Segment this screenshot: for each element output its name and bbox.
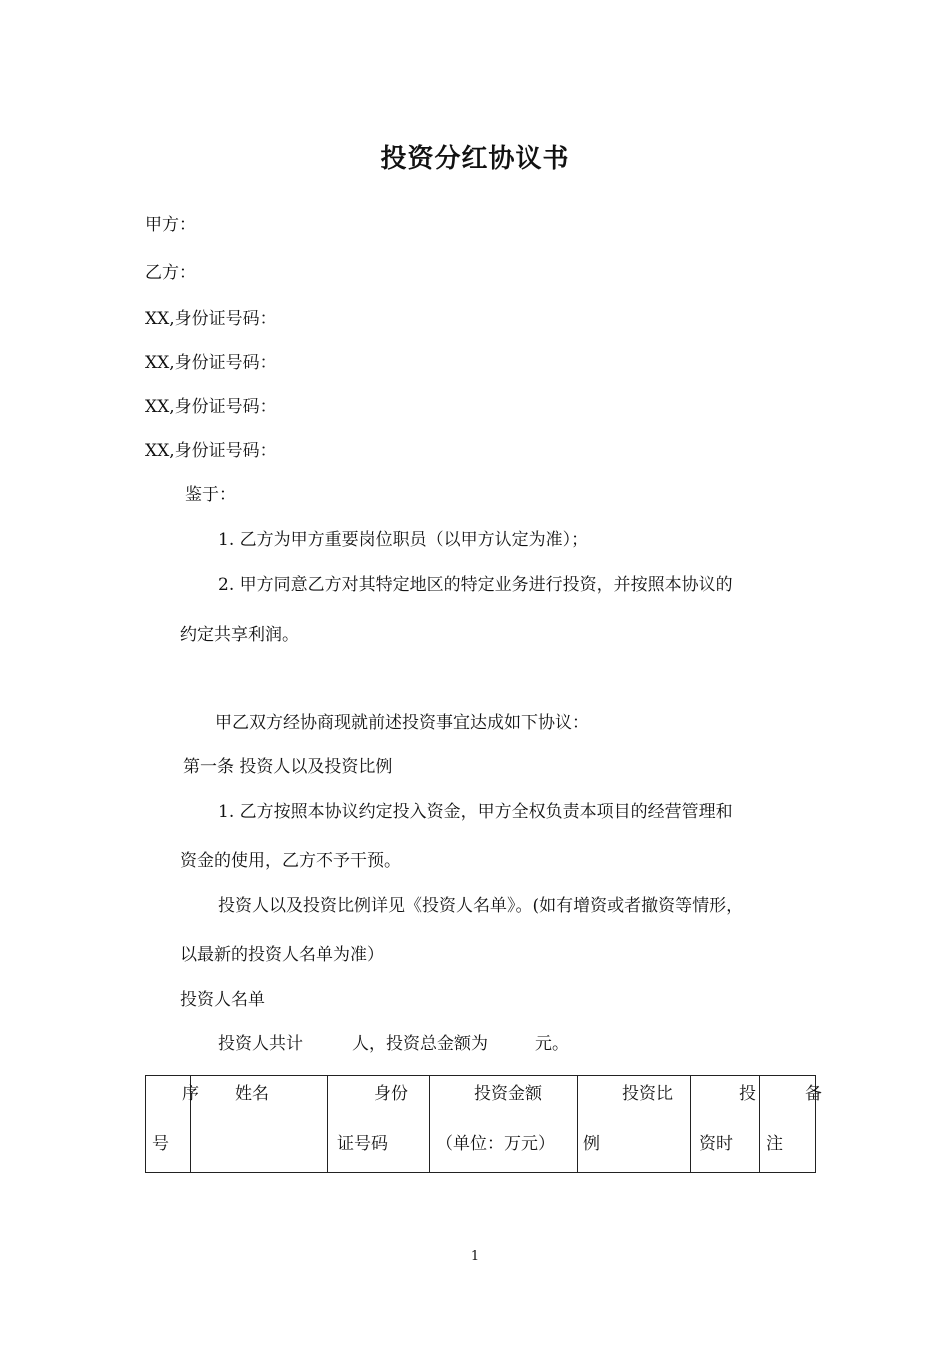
header-name: 姓名 (191, 1076, 328, 1173)
party-a-label: 甲方： (145, 215, 196, 235)
page-number: 1 (470, 1249, 480, 1264)
article-1-para-2-line-1: 投资人以及投资比例详见《投资人名单》。(如有增资或者撤资等情形， (218, 896, 744, 916)
header-id-number: 身份 证号码 (328, 1076, 430, 1173)
header-ratio: 投资比 例 (578, 1076, 691, 1173)
id-line-4: XX,身份证号码： (145, 441, 277, 461)
header-seq: 序 号 (146, 1076, 191, 1173)
document-title: 投资分红协议书 (380, 144, 570, 174)
header-invest-time: 投 资时 (691, 1076, 760, 1173)
id-line-2: XX,身份证号码： (145, 353, 277, 373)
article-1-para-1-line-1: 1. 乙方按照本协议约定投入资金，甲方全权负责本项目的经营管理和 (218, 802, 733, 822)
whereas-label: 鉴于： (185, 485, 236, 505)
article-1-para-1-line-2: 资金的使用，乙方不予干预。 (180, 851, 401, 871)
investor-summary-part-1: 投资人共计 (218, 1034, 303, 1054)
article-1-heading: 第一条 投资人以及投资比例 (183, 757, 393, 777)
investor-summary-part-3: 元。 (535, 1034, 569, 1054)
table-header-row (146, 1076, 816, 1173)
investor-table (145, 1075, 822, 1173)
investor-list-title: 投资人名单 (180, 990, 265, 1010)
agreement-intro: 甲乙双方经协商现就前述投资事宜达成如下协议： (215, 713, 589, 733)
article-1-para-2-line-2: 以最新的投资人名单为准） (180, 945, 384, 965)
party-b-label: 乙方： (145, 263, 196, 283)
investor-summary-part-2: 人，投资总金额为 (352, 1034, 488, 1054)
recital-item-1: 1. 乙方为甲方重要岗位职员（以甲方认定为准）； (218, 530, 589, 550)
header-note: 备 注 (760, 1076, 816, 1173)
header-amount: 投资金额 （单位：万元） (430, 1076, 578, 1173)
id-line-3: XX,身份证号码： (145, 397, 277, 417)
recital-item-2-line-1: 2. 甲方同意乙方对其特定地区的特定业务进行投资，并按照本协议的 (218, 575, 733, 595)
id-line-1: XX,身份证号码： (145, 309, 277, 329)
recital-item-2-line-2: 约定共享利润。 (180, 625, 299, 645)
